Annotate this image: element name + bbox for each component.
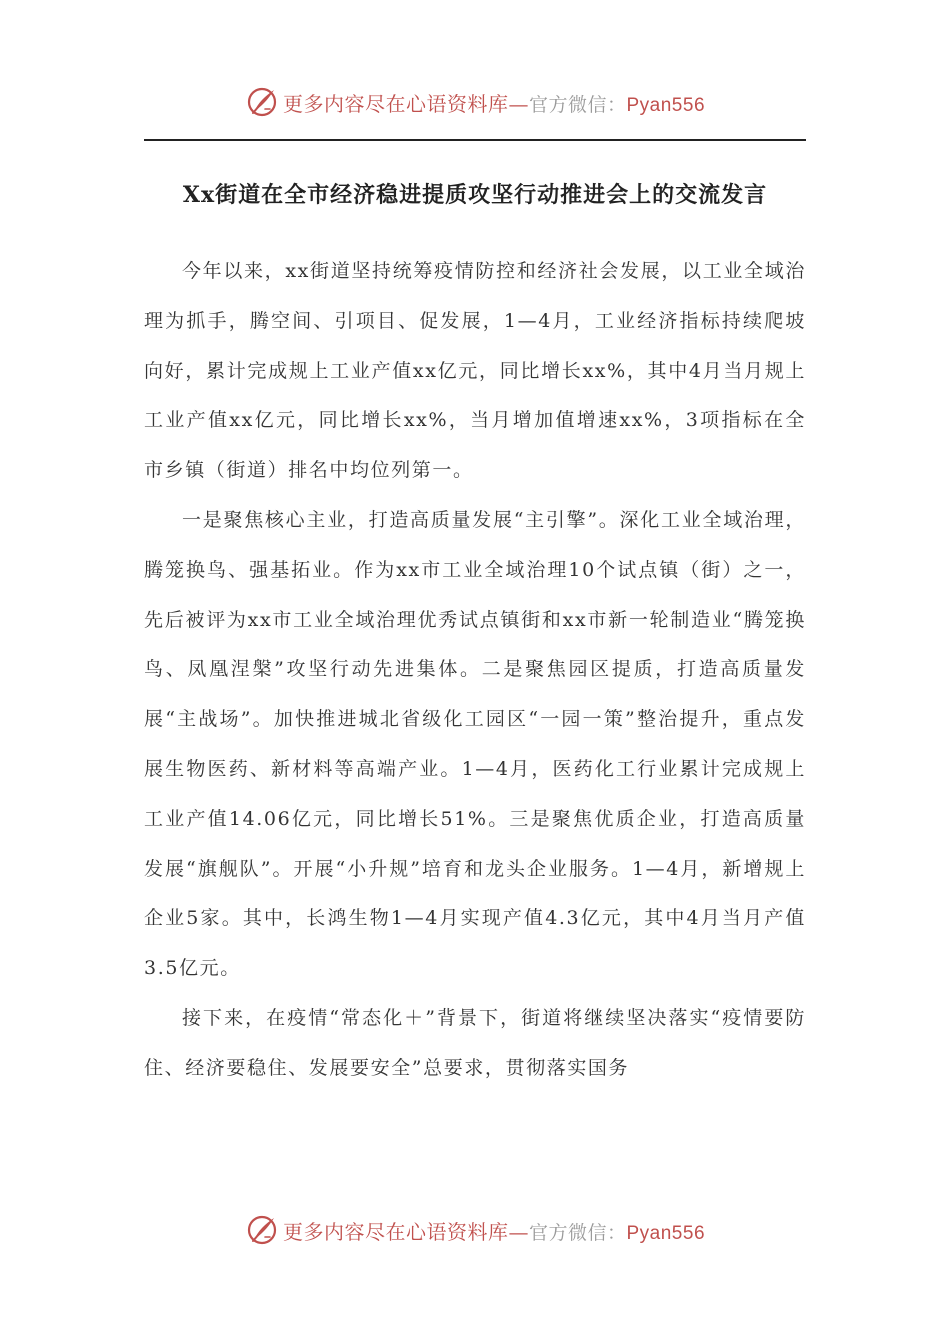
document-body [144,247,806,1094]
quill-logo-icon [245,1213,279,1247]
quill-logo-icon [245,85,279,119]
footer-watermark-banner [0,1210,950,1250]
paragraph: 一是聚焦核心主业，打造高质量发展“主引擎”。深化工业全域治理，腾笼换鸟、强基拓业。作为xx市工业全域治理10个试点镇（街）之一，先后被评为xx市工业全域治理优秀试点镇街和xx市新一轮制造业“腾笼换鸟、凤凰涅槃”攻坚行动先进集体。二是聚焦园区提质，打造高质量发展“主战场”。加快推进城北省级化工园区“一园一策”整治提升，重点发展生物医药、新材料等高端产业。1—4月，医药化工行业累计完成规上工业产值14.06亿元，同比增长51%。三是聚焦优质企业，打造高质量发展“旗舰队”。开展“小升规”培育和龙头企业服务。1—4月，新增规上企业5家。其中，长鸿生物1—4月实现产值4.3亿元，其中4月当月产值3.5亿元。 [144,508,806,980]
paragraph: 接下来，在疫情“常态化＋”背景下，街道将继续坚决落实“疫情要防住、经济要稳住、发展要安全”总要求，贯彻落实国务 [144,1006,806,1079]
watermark-wechat-label: 官方微信： [528,94,627,116]
watermark-wechat-label: 官方微信： [528,1222,627,1244]
header-watermark-banner [0,82,950,122]
watermark-text [283,1216,705,1245]
watermark-account: Pyan556 [626,1222,706,1244]
watermark-slogan: 更多内容尽在心语资料库— [282,91,529,116]
paragraph: 今年以来，xx街道坚持统筹疫情防控和经济社会发展，以工业全域治理为抓手，腾空间、引项目、促发展，1—4月，工业经济指标持续爬坡向好，累计完成规上工业产值xx亿元，同比增长xx%，其中4月当月规上工业产值xx亿元，同比增长xx%，当月增加值增速xx%，3项指标在全市乡镇（街道）排名中均位列第一。 [144,260,806,482]
document-title: Xx街道在全市经济稳进提质攻坚行动推进会上的交流发言 [182,182,768,208]
watermark-text [283,88,705,117]
watermark-account: Pyan556 [626,94,706,116]
watermark-slogan: 更多内容尽在心语资料库— [282,1219,529,1244]
header-divider [144,139,806,141]
